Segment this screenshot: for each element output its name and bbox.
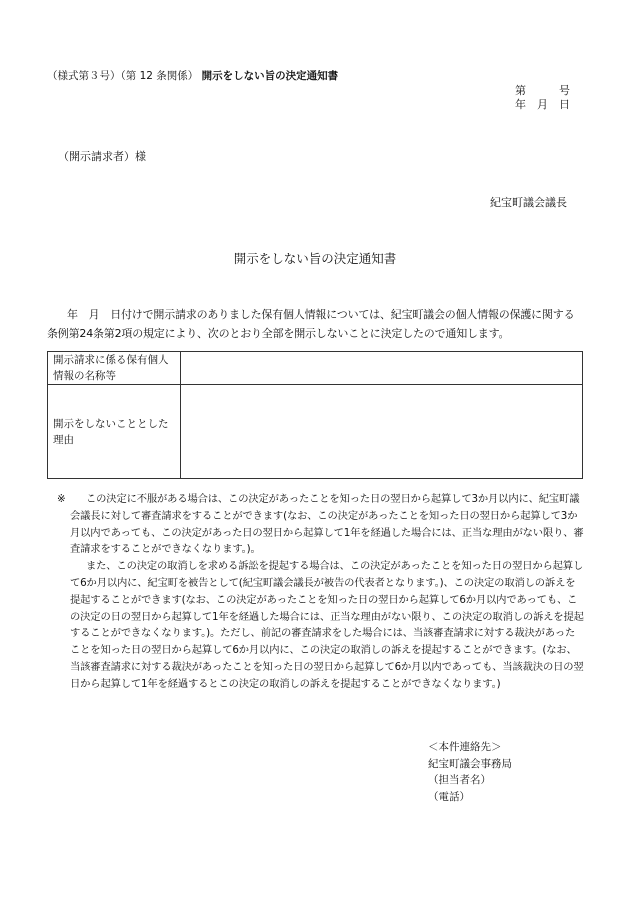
notes (57, 491, 584, 693)
non-disclosure-reason-label: 開示をしないこととした理由 (48, 385, 181, 479)
note-text-1: この決定に不服がある場合は、この決定があったことを知った日の翌日から起算して3か月以内に、紀宝町議会議長に対して審査請求をすることができます(なお、この決定があったことを知った日の翌日から起算して3か月以内であっても、この決定があった日の翌日から起算して1年を経過した場合には、正当な理由がない限り、審査請求をすることができなくなります。)。 (70, 493, 584, 556)
contact-block (428, 739, 512, 805)
table-row (48, 352, 583, 385)
info-table (47, 351, 583, 479)
document-date: 年 月 日 (515, 98, 570, 111)
intro-text: 年 月 日付けで開示請求のありました保有個人情報については、紀宝町議会の個人情報の保護に関する条例第24条第2項の規定により、次のとおり全部を開示しないことに決定したので通知します。 (47, 308, 575, 340)
document-title: 開示をしない旨の決定通知書 (233, 251, 397, 266)
intro-paragraph (47, 305, 584, 343)
form-number: （様式第３号）（第 12 条関係） (47, 70, 199, 82)
note-paragraph-2 (57, 558, 584, 692)
note-mark: ※ (57, 493, 66, 505)
recipient: （開示請求者）様 (58, 150, 146, 163)
contact-office: 紀宝町議会事務局 (428, 757, 512, 770)
contact-person: （担当者名） (428, 774, 491, 786)
document-number: 第 号 (515, 84, 570, 97)
contact-phone: （電話） (428, 790, 470, 803)
personal-info-name-label: 開示請求に係る保有個人情報の名称等 (48, 352, 181, 385)
note-text-2: また、この決定の取消しを求める訴訟を提起する場合は、この決定があったことを知った日の翌日から起算して6か月以内に、紀宝町を被告として(紀宝町議会議長が被告の代表者となります。)、この決定の取消しの訴えを提起することができます(なお、この決定があったことを知った日の翌日から起算して6か月以内であっても、この決定の日の翌日から起算して1年を経過した場合には、正当な理由がない限り、この決定の取消しの訴えを提起することができなくなります。)。ただし、前記の審査請求をした場合には、当該審査請求に対する裁決があったことを知った日の翌日から起算して6か月以内に、この決定の取消しの訴えを提起することができます。(なお、当該審査請求に対する裁決があったことを知った日の翌日から起算して6か月以内であっても、当該裁決の日の翌日から起算して1年を経過するとこの決定の取消しの訴えを提起することができなくなります。) (70, 560, 584, 690)
form-label (47, 68, 338, 83)
table-row (48, 385, 583, 479)
sender: 紀宝町議会議長 (490, 196, 567, 209)
contact-heading: ＜本件連絡先＞ (428, 741, 502, 753)
personal-info-name-value (181, 352, 583, 385)
non-disclosure-reason-value (181, 385, 583, 479)
note-paragraph-1 (57, 491, 584, 558)
form-heading: 開示をしない旨の決定通知書 (201, 70, 339, 82)
